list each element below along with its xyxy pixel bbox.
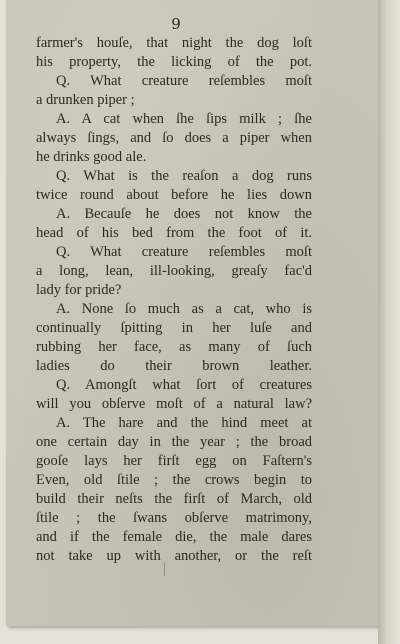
text-line: gooſe lays her firſt egg on Faſtern's: [36, 453, 312, 469]
text-line: head of his bed from the foot of it.: [36, 225, 312, 241]
text-line: twice round about before he lies down: [36, 187, 312, 203]
text-line: Q. What is the reaſon a dog runs: [56, 168, 312, 184]
text-line: and if the female die, the male dares: [36, 529, 312, 545]
text-line: lady for pride?: [36, 282, 122, 298]
paper-page: [6, 0, 378, 626]
text-line: A. The hare and the hind meet at: [56, 415, 312, 431]
text-line: his property, the licking of the pot.: [36, 54, 312, 70]
text-line: ſtile ; the ſwans obſerve matrimony,: [36, 510, 312, 526]
text-line: Q. What creature reſembles moſt: [56, 73, 312, 89]
text-line: a drunken piper ;: [36, 92, 135, 108]
text-line: Even, old ſtile ; the crows begin to: [36, 472, 312, 488]
text-line: rubbing her face, as many of ſuch: [36, 339, 312, 355]
text-line: Q. Amongſt what ſort of creatures: [56, 377, 312, 393]
paper-fold-mark: [164, 562, 171, 576]
page-number: 9: [171, 15, 181, 33]
text-line: continually ſpitting in her luſe and: [36, 320, 312, 336]
text-line: not take up with another, or the reſt: [36, 548, 312, 564]
text-line: always ſings, and ſo does a piper when: [36, 130, 312, 146]
text-line: Q. What creature reſembles moſt: [56, 244, 312, 260]
text-line: one certain day in the year ; the broad: [36, 434, 312, 450]
text-line: A. A cat when ſhe ſips milk ; ſhe: [56, 111, 312, 127]
text-line: a long, lean, ill-looking, greaſy fac'd: [36, 263, 312, 279]
text-line: ladies do their brown leather.: [36, 358, 312, 374]
next-page-edge: [378, 0, 400, 644]
text-line: he drinks good ale.: [36, 149, 147, 165]
body-text: [36, 34, 312, 566]
text-line: A. None ſo much as a cat, who is: [56, 301, 312, 317]
text-line: A. Becauſe he does not know the: [56, 206, 312, 222]
text-line: will you obſerve moſt of a natural law?: [36, 396, 312, 412]
text-line: build their neſts the firſt of March, old: [36, 491, 312, 507]
text-line: farmer's houſe, that night the dog loſt: [36, 35, 312, 51]
